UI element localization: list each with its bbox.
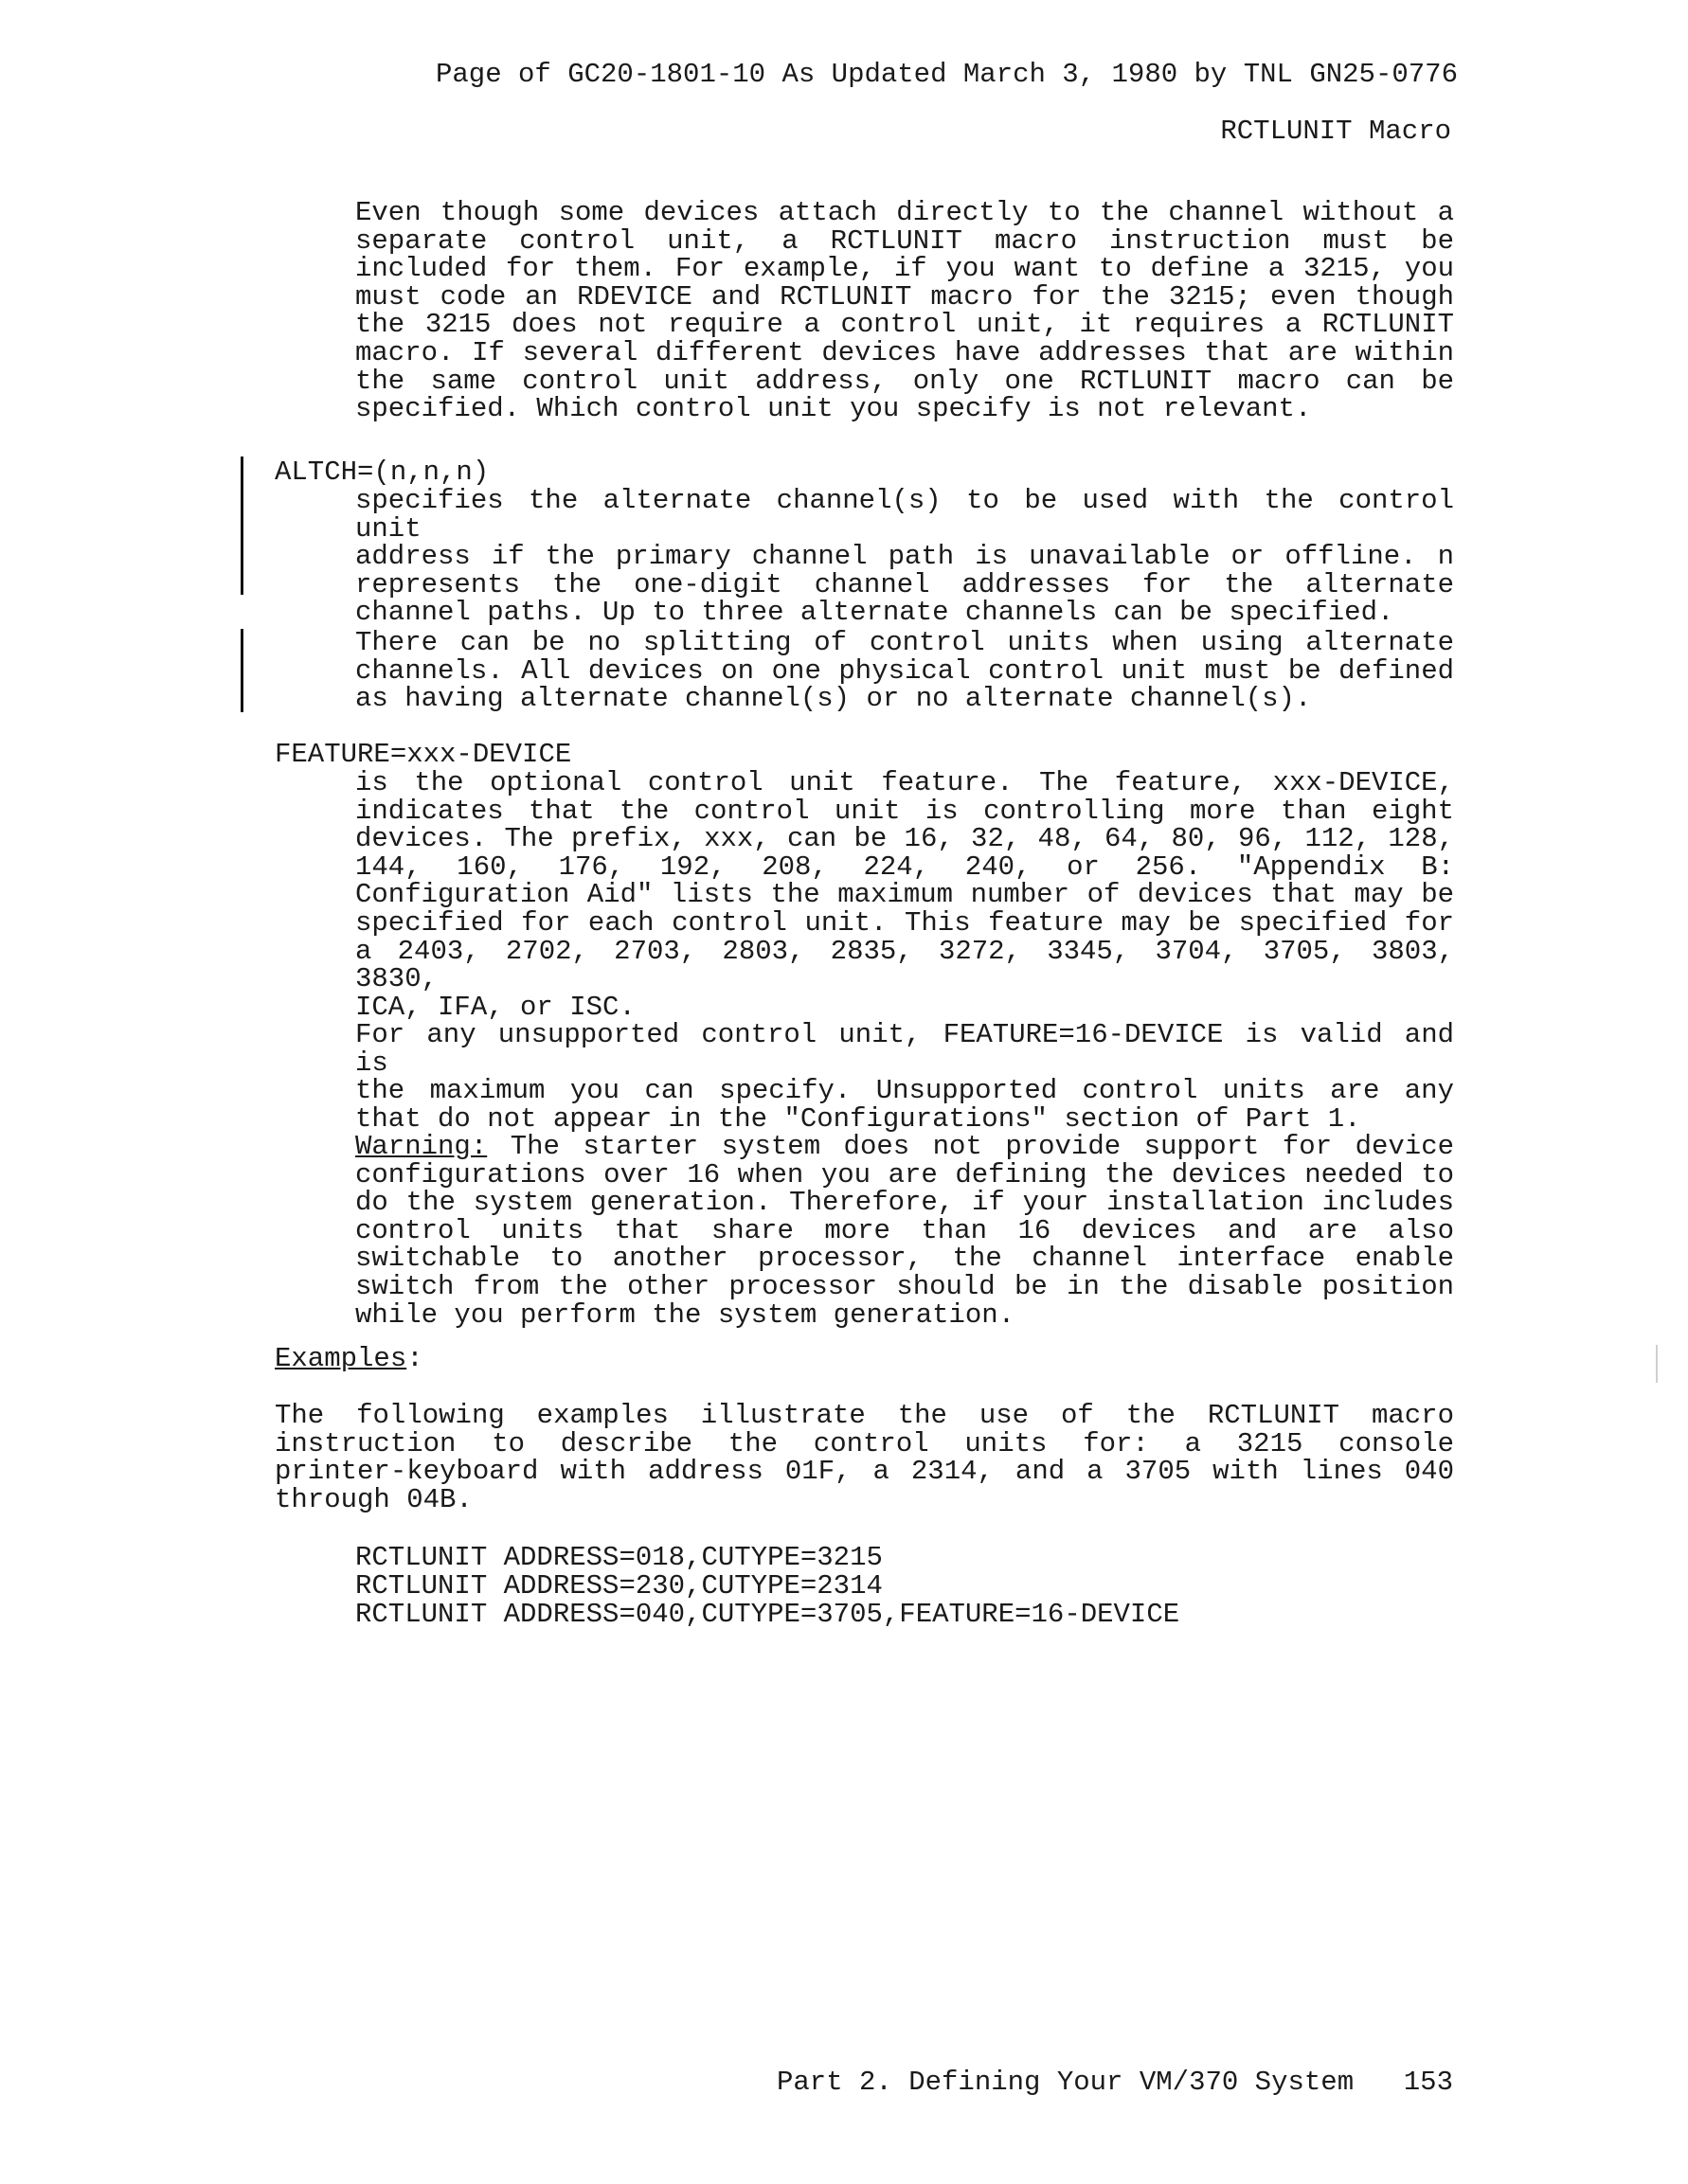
altch-description <box>355 487 1454 627</box>
text-line: control units that share more than 16 devices and are also <box>355 1214 1454 1246</box>
text-line: ICA, IFA, or ISC. <box>355 991 636 1023</box>
text-line: macro. If several different devices have addresses that are within <box>355 336 1454 368</box>
text-line: The following examples illustrate the use of the RCTLUNIT macro <box>275 1400 1454 1431</box>
scan-artifact <box>1656 1345 1658 1383</box>
warning-paragraph <box>355 1133 1454 1329</box>
warning-label: Warning: <box>355 1131 488 1162</box>
feature-parameter-term: FEATURE=xxx-DEVICE <box>275 739 572 770</box>
code-example-line: RCTLUNIT ADDRESS=040,CUTYPE=3705,FEATURE=16-DEVICE <box>355 1599 1180 1630</box>
code-example-line: RCTLUNIT ADDRESS=230,CUTYPE=2314 <box>355 1570 883 1602</box>
revision-bar <box>241 629 243 712</box>
text-line: a 2403, 2702, 2703, 2803, 2835, 3272, 3345, 3704, 3705, 3803, 3830, <box>355 935 1454 995</box>
text-line: specifies the alternate channel(s) to be used with the control unit <box>355 485 1454 545</box>
text-line: There can be no splitting of control units when using alternate <box>355 627 1454 658</box>
page-header-revision: Page of GC20-1801-10 As Updated March 3, 1980 by TNL GN25-0776 <box>436 59 1458 90</box>
text-line: address if the primary channel path is unavailable or offline. n <box>355 541 1454 573</box>
text-line <box>355 1133 1454 1161</box>
text-line: channel paths. Up to three alternate channels can be specified. <box>355 597 1394 629</box>
text-line: that do not appear in the "Configurations" section of Part 1. <box>355 1102 1361 1135</box>
text-line: devices. The prefix, xxx, can be 16, 32, 48, 64, 80, 96, 112, 128, <box>355 823 1454 855</box>
text-line: specified. Which control unit you specify is not relevant. <box>355 393 1312 425</box>
text-line: the same control unit address, only one RCTLUNIT macro can be <box>355 365 1454 397</box>
text-line: channels. All devices on one physical control unit must be defined <box>355 654 1454 687</box>
examples-heading-colon: : <box>406 1343 423 1374</box>
feature-description <box>355 769 1454 1021</box>
text-line: For any unsupported control unit, FEATURE=16-DEVICE is valid and is <box>355 1019 1454 1079</box>
text-line: must code an RDEVICE and RCTLUNIT macro for the 3215; even though <box>355 280 1454 313</box>
revision-bar <box>241 485 243 595</box>
text-line: represents the one-digit channel addresses for the alternate <box>355 568 1454 600</box>
text-line: through 04B. <box>275 1483 473 1515</box>
text-line: as having alternate channel(s) or no alternate channel(s). <box>355 683 1312 715</box>
altch-parameter-term: ALTCH=(n,n,n) <box>275 456 490 488</box>
text-line: Even though some devices attach directly to the channel without a <box>355 197 1454 228</box>
text-line: instruction to describe the control units for: a 3215 console <box>275 1427 1454 1459</box>
warning-first-line: The starter system does not provide support for device <box>487 1131 1454 1162</box>
feature-unsupported-note <box>355 1021 1454 1133</box>
examples-heading-text: Examples <box>275 1343 407 1374</box>
text-line: the 3215 does not require a control unit, it requires a RCTLUNIT <box>355 309 1454 341</box>
page-footer-title: Part 2. Defining Your VM/370 System <box>777 2067 1355 2098</box>
text-line: printer-keyboard with address 01F, a 2314, and a 3705 with lines 040 <box>275 1456 1454 1488</box>
text-line: 144, 160, 176, 192, 208, 224, 240, or 256. "Appendix B: <box>355 850 1454 883</box>
examples-intro <box>275 1402 1454 1513</box>
text-line: specified for each control unit. This feature may be specified for <box>355 906 1454 939</box>
text-line: switch from the other processor should be in the disable position <box>355 1270 1454 1302</box>
page-header-section: RCTLUNIT Macro <box>1220 116 1451 147</box>
text-line: indicates that the control unit is controlling more than eight <box>355 795 1454 827</box>
revision-bar <box>241 456 243 487</box>
examples-heading <box>275 1345 423 1373</box>
text-line: separate control unit, a RCTLUNIT macro instruction must be <box>355 224 1454 257</box>
text-line: configurations over 16 when you are defining the devices needed to <box>355 1158 1454 1190</box>
code-example-line: RCTLUNIT ADDRESS=018,CUTYPE=3215 <box>355 1542 883 1573</box>
altch-note <box>355 629 1454 713</box>
text-line: the maximum you can specify. Unsupported control units are any <box>355 1075 1454 1107</box>
text-line: do the system generation. Therefore, if your installation includes <box>355 1187 1454 1219</box>
text-line: included for them. For example, if you want to define a 3215, you <box>355 253 1454 285</box>
page-number: 153 <box>1403 2067 1453 2098</box>
intro-paragraph <box>355 199 1454 423</box>
text-line: switchable to another processor, the channel interface enable <box>355 1243 1454 1275</box>
text-line: is the optional control unit feature. The feature, xxx-DEVICE, <box>355 767 1454 798</box>
text-line: while you perform the system generation. <box>355 1298 1015 1331</box>
text-line: Configuration Aid" lists the maximum number of devices that may be <box>355 879 1454 911</box>
